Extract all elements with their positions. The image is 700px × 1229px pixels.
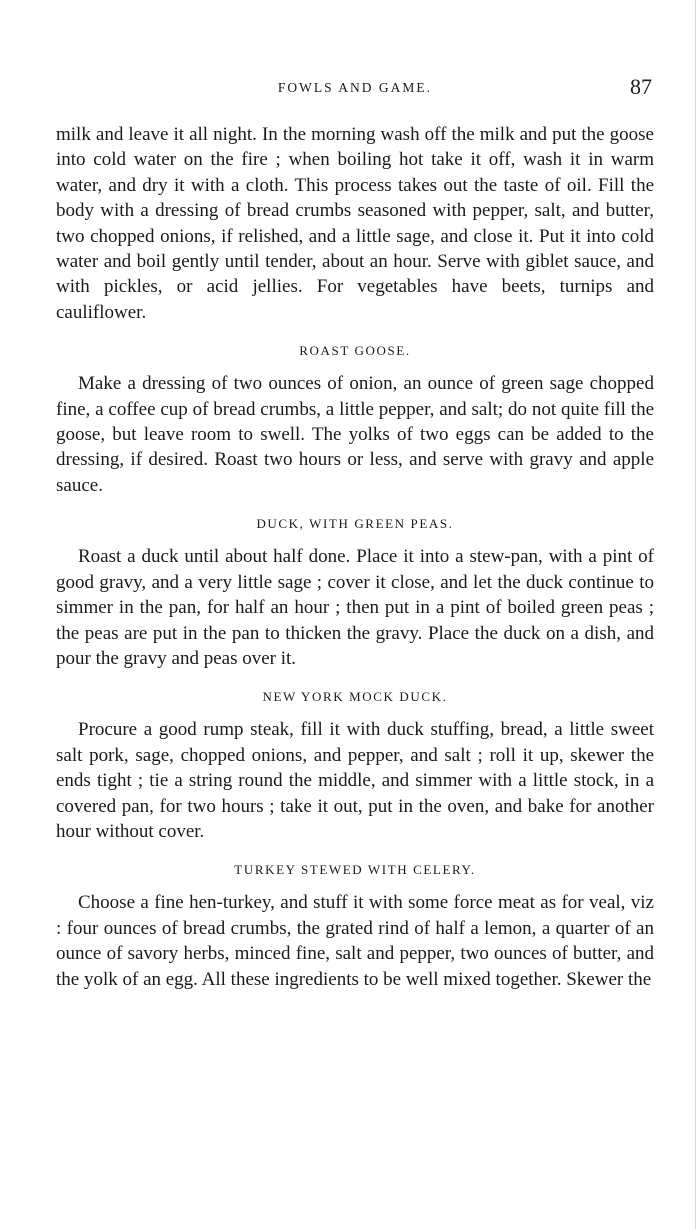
recipe-roast-goose [56, 343, 654, 498]
recipe-title: DUCK, WITH GREEN PEAS. [256, 516, 454, 532]
recipe-title: ROAST GOOSE. [299, 343, 411, 359]
running-title: FOWLS AND GAME. [277, 80, 433, 95]
recipe-text: Make a dressing of two ounces of onion, an ounce of green sage chopped fine, a coffee cup of bread crumbs, a little pepper, and salt; do not quite fill the goose, but leave room to swell. The yolks of two eggs can be added to the dressing, if desired. Roast two hours or less, and serve with gravy and apple sauce. [56, 373, 654, 496]
recipe-text: Choose a fine hen-turkey, and stuff it with some force meat as for veal, viz : four ounces of bread crumbs, the grated rind of half a lemon, a quarter of an ounce of savory herbs, minced fine, salt and pepper, two ounces of butter, and the yolk of an egg. All these ingredients to be well mixed together. Skewer the [56, 892, 654, 990]
book-page [56, 72, 654, 992]
page-edge-rule [695, 0, 696, 1229]
recipe-duck-with-green-peas [56, 516, 654, 671]
recipe-turkey-stewed-with-celery [56, 862, 654, 992]
recipe-title: NEW YORK MOCK DUCK. [262, 689, 448, 705]
intro-paragraph: milk and leave it all night. In the morning wash off the milk and put the goose into cold water on the fire ; when boiling hot take it off, wash it in warm water, and dry it with a cloth. This process takes out the taste of oil. Fill the body with a dressing of bread crumbs seasoned with pepper, salt, and butter, two chopped onions, if relished, and a little sage, and close it. Put it into cold water and boil gently until tender, about an hour. Serve with giblet sauce, and with pickles, or acid jellies. For vegetables have beets, turnips and cauliflower. [56, 124, 654, 323]
recipe-text: Procure a good rump steak, fill it with duck stuffing, bread, a little sweet salt pork, sage, chopped onions, and pepper, and salt ; roll it up, skewer the ends tight ; tie a string round the middle, and simmer with a little stock, in a covered pan, for two hours ; take it out, put in the oven, and bake for another hour without cover. [56, 719, 654, 842]
recipe-text: Roast a duck until about half done. Place it into a stew-pan, with a pint of good gravy, and a very little sage ; cover it close, and let the duck continue to simmer in the pan, for half an hour ; then put in a pint of boiled green peas ; the peas are put in the pan to thicken the gravy. Place the duck on a dish, and pour the gravy and peas over it. [56, 546, 654, 669]
recipe-new-york-mock-duck [56, 689, 654, 844]
page-number: 87 [630, 74, 652, 99]
page-header [56, 72, 654, 108]
recipe-title: TURKEY STEWED WITH CELERY. [234, 862, 476, 878]
